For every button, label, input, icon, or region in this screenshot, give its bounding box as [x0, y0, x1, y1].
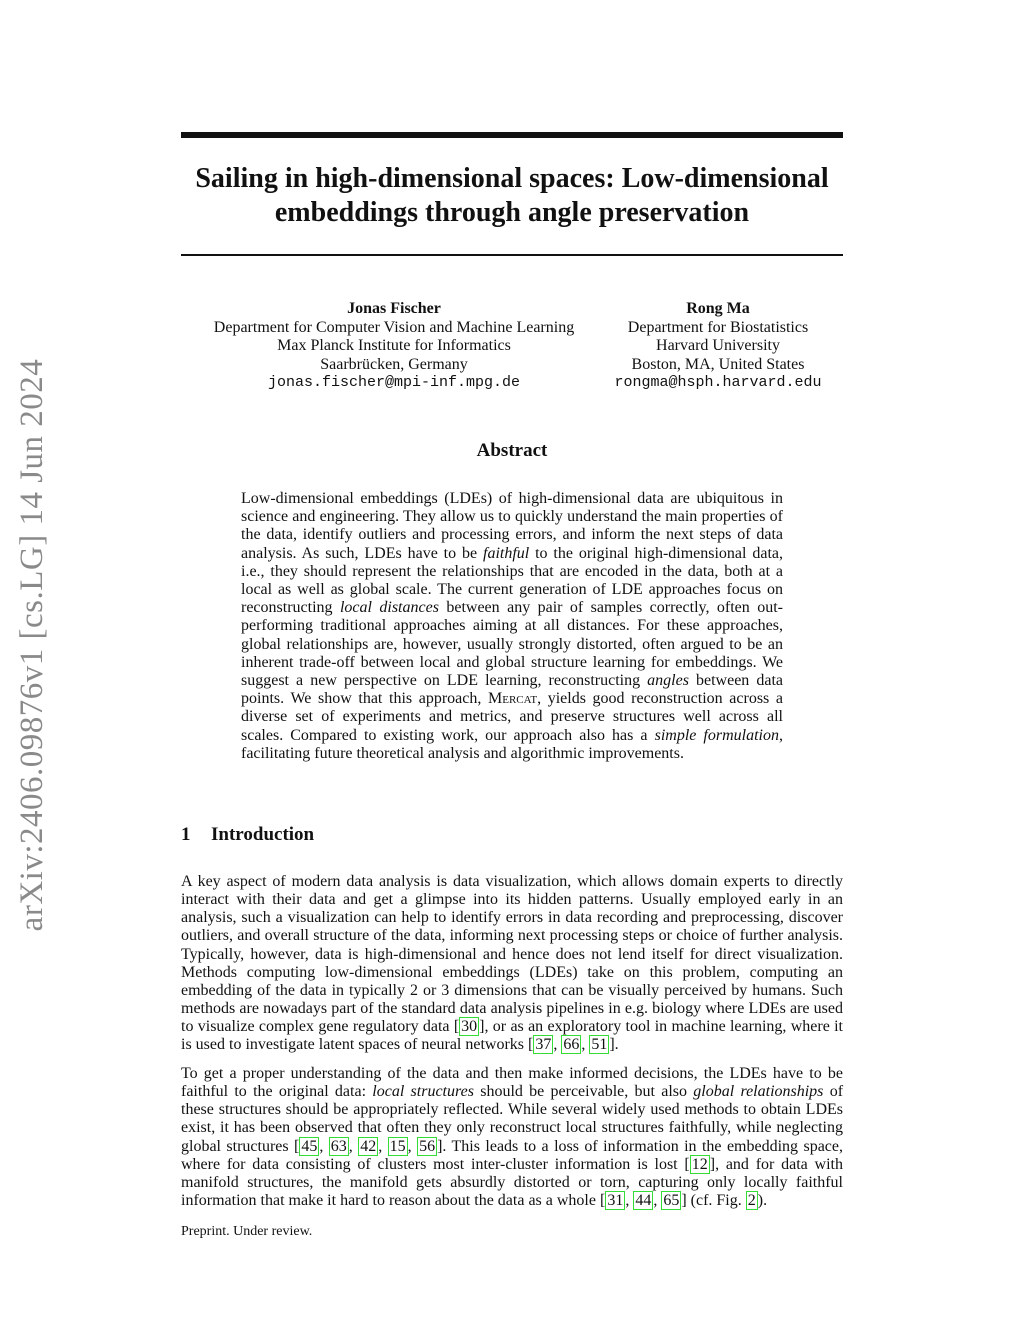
- emphasis: local distances: [339, 599, 439, 617]
- author-block-1: [193, 300, 595, 393]
- author-institution: Max Planck Institute for Informatics: [277, 337, 511, 354]
- citation-link[interactable]: 30: [461, 1018, 478, 1036]
- citation-link[interactable]: 44: [635, 1192, 652, 1210]
- citation-link[interactable]: 37: [535, 1036, 552, 1054]
- citation-link[interactable]: 51: [591, 1036, 608, 1054]
- citation-link[interactable]: 31: [607, 1192, 624, 1210]
- author-location: Boston, MA, United States: [631, 355, 805, 373]
- emphasis: faithful: [483, 544, 530, 562]
- emphasis: angles: [647, 672, 689, 690]
- emphasis: global relationships: [693, 1083, 824, 1101]
- title-rule-bottom: [181, 254, 843, 256]
- author-name: Rong Ma: [686, 300, 750, 317]
- author-department: Department for Computer Vision and Machine Learning: [213, 318, 575, 336]
- citation-link[interactable]: 42: [360, 1137, 377, 1155]
- title-rule-top: [181, 132, 843, 138]
- arxiv-identifier[interactable]: arXiv:2406.09876v1 [cs.LG] 14 Jun 2024: [14, 358, 50, 932]
- citation-link[interactable]: 66: [563, 1036, 580, 1054]
- method-name: Mercat: [488, 690, 538, 708]
- intro-paragraph: A key aspect of modern data analysis is data visualization, which allows domain experts to directly interact with their data and get a glimpse into its hidden patterns. Usually employed early in an analysis, such a visualization can help to identify errors in data recording and preprocessing, discover outliers, and overall structure of the data, informing next processing steps or choice of further analysis. Typically, however, data is high-dimensional and hence does not lend itself for direct visualization. Methods computing low-dimensional embeddings (LDEs) take on this problem, computing an embedding of the data in typically 2 or 3 dimensions that can be visually perceived by humans. Such methods are nowadays part of the standard data analysis pipelines in e.g. biology where LDEs are used to visualize complex gene regulatory data [ 30 ], or as an exploratory tool in machine learning, where it is used to investigate latent spaces of neural networks [ 37 , 66 , 51 ].: [181, 873, 843, 1054]
- section-number: 1: [181, 824, 191, 845]
- citation-link[interactable]: 45: [301, 1137, 318, 1155]
- emphasis: local structures: [372, 1083, 474, 1101]
- author-name: Jonas Fischer: [347, 300, 441, 317]
- author-email[interactable]: jonas.fischer@mpi-inf.mpg.de: [267, 374, 521, 391]
- paper-title: Sailing in high-dimensional spaces: Low-dimensional embeddings through angle preservation: [195, 163, 829, 228]
- author-location: Saarbrücken, Germany: [320, 355, 468, 373]
- section-title: Introduction: [211, 824, 315, 845]
- author-institution: Harvard University: [656, 337, 780, 354]
- author-department: Department for Biostatistics: [627, 318, 809, 336]
- abstract-text: Low-dimensional embeddings (LDEs) of high-dimensional data are ubiquitous in science and engineering. They allow us to quickly understand the main properties of the data, identify outliers and processing errors, and inform the next steps of data analysis. As such, LDEs have to be faithful to the original high-dimensional data, i.e., they should represent the relationships that are encoded in the data, both at a local as well as global scale. The current generation of LDE approaches focus on reconstructing local distances between any pair of samples correctly, often out-performing traditional approaches aiming at all distances. For these approaches, global relationships are, however, usually strongly distorted, often argued to be an inherent trade-off between local and global structure learning for embeddings. We suggest a new perspective on LDE learning, reconstructing angles between data points. We show that this approach, Mercat, yields good reconstruction across a diverse set of experiments and metrics, and preserve structures well across all scales. Compared to existing work, our approach also has a simple formulation, facilitating future theoretical analysis and algorithmic improvements.: [241, 490, 784, 762]
- section-heading: [181, 824, 314, 846]
- intro-paragraph: To get a proper understanding of the data and then make informed decisions, the LDEs have to be faithful to the original data: local structures should be perceivable, but also global relationships of these structures should be appropriately reflected. While several widely used methods to obtain LDEs exist, it has been observed that often they only reconstruct local structures faithfully, while neglecting global structures [ 45 , 63 , 42 , 15 , 56 ]. This leads to a loss of information in the embedding space, where for data consisting of clusters most inter-cluster information is lost [ 12 ], and for data with manifold structures, the manifold gets absurdly distorted or torn, capturing only locally faithful information that make it hard to reason about the data as a whole [ 31 , 44 , 65 ] (cf. Fig. 2 ).: [181, 1065, 844, 1210]
- figure-reference-link[interactable]: 2: [747, 1192, 756, 1210]
- abstract-heading: Abstract: [476, 440, 548, 461]
- footer-note: Preprint. Under review.: [181, 1224, 313, 1239]
- author-email[interactable]: rongma@hsph.harvard.edu: [614, 374, 822, 391]
- citation-link[interactable]: 15: [389, 1137, 406, 1155]
- citation-link[interactable]: 63: [330, 1137, 347, 1155]
- emphasis: simple formulation: [654, 726, 779, 744]
- citation-link[interactable]: 65: [663, 1192, 680, 1210]
- author-block-2: [600, 300, 836, 393]
- citation-link[interactable]: 56: [419, 1137, 436, 1155]
- citation-link[interactable]: 12: [691, 1155, 708, 1173]
